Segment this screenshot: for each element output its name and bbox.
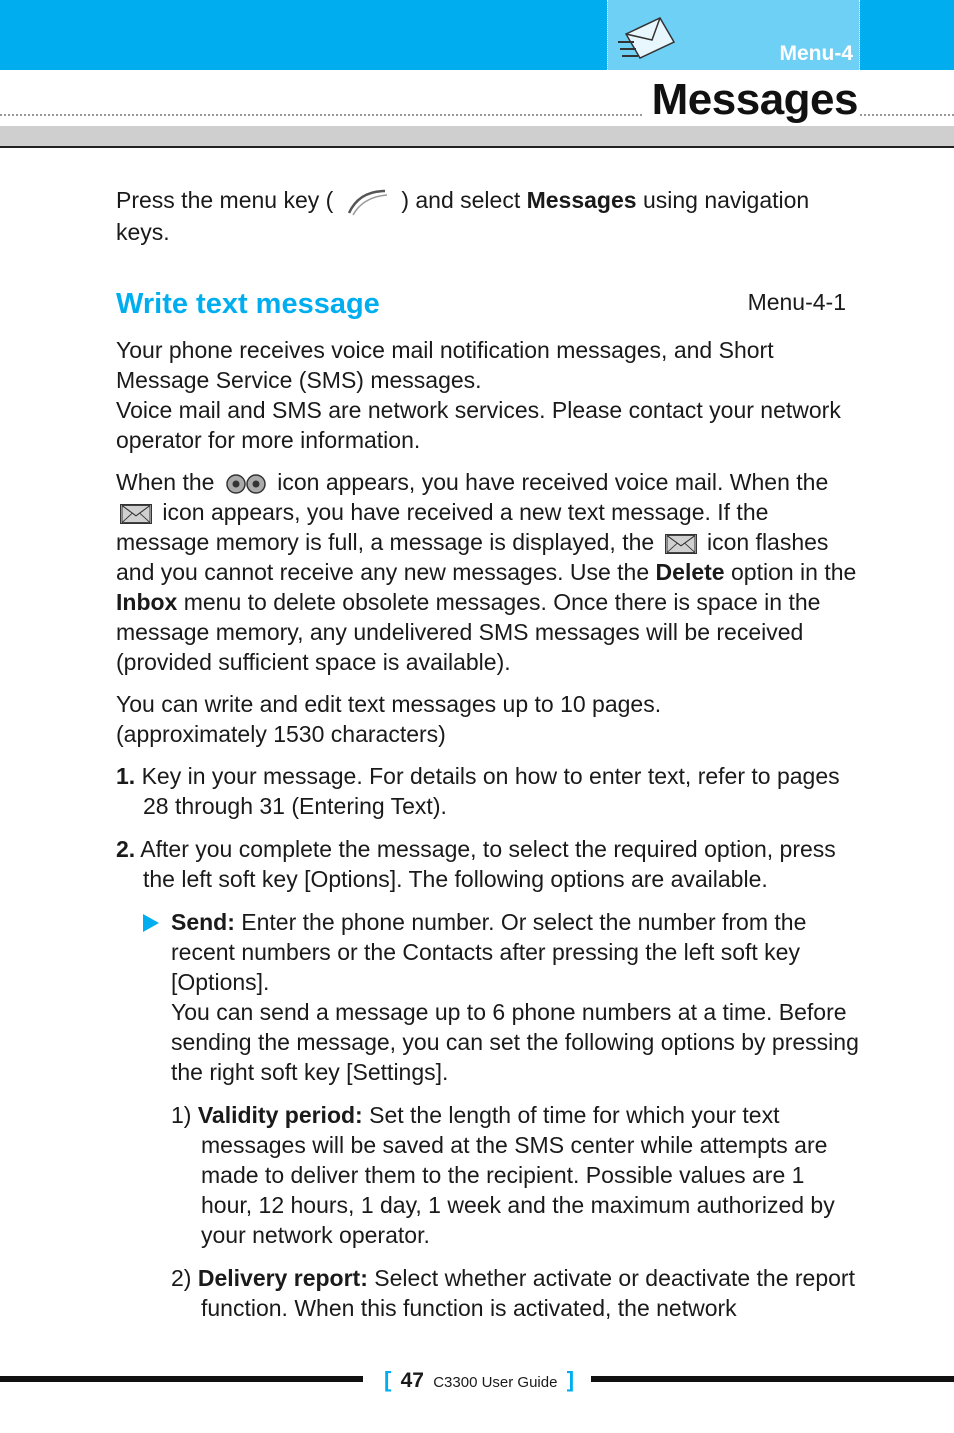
menu-key-icon	[345, 187, 389, 217]
menu-tab	[607, 0, 860, 70]
step-1: 1. Key in your message. For details on how to enter text, refer to pages 28 through 31 (Entering Text).	[116, 762, 840, 819]
bullet-arrow-icon	[143, 914, 159, 932]
voicemail-icon	[225, 473, 267, 495]
section-title: Write text message	[116, 287, 380, 320]
page-footer	[0, 1366, 954, 1396]
intro-paragraph: Press the menu key ( ) and select Messages using navigation keys.	[116, 187, 810, 245]
sub-item-validity: 1) Validity period: Set the length of time for which your text messages will be saved at the SMS center while attempts are made to deliver them to the recipient. Possible values are 1 hour, 12 hours, 1 day, 1 week and the maximum authorized by your network operator.	[171, 1101, 835, 1248]
header-band	[0, 126, 954, 148]
bullet-send: Send: Enter the phone number. Or select the number from the recent numbers or the Contacts after pressing the left soft key [Options]. You can send a message up to 6 phone numbers at a time. Before sending the message, you can set the following options by pressing the right soft key [Settings].	[116, 907, 861, 1087]
footer-label: [ 47 C3300 User Guide ]	[383, 1367, 575, 1392]
paragraph-icons: When the icon appears, you have received voice mail. When the icon appears, you have received a new text message. If the message memory is full, a message is displayed, the icon flashes and you cannot receive any new messages. Use the Delete option in the Inbox menu to delete obsolete messages. Once there is space in the message memory, any undelivered SMS messages will be received (provided sufficient space is available).	[116, 468, 857, 675]
page-number: 47	[400, 1369, 424, 1392]
guide-title: C3300 User Guide	[433, 1374, 558, 1391]
paragraph-limits: You can write and edit text messages up to 10 pages. (approximately 1530 characters)	[116, 690, 662, 747]
message-icon	[120, 504, 152, 524]
message-icon	[665, 534, 697, 554]
section-header	[116, 281, 861, 321]
step-2: 2. After you complete the message, to select the required option, press the left soft key [Options]. The following options are available.	[116, 835, 836, 892]
page-content	[116, 185, 861, 1336]
envelope-icon	[616, 12, 680, 64]
footer-rule-right	[591, 1376, 954, 1382]
sub-item-delivery: 2) Delivery report: Select whether activate or deactivate the report function. When this function is activated, the network	[171, 1264, 855, 1321]
page-title: Messages	[644, 72, 858, 128]
menu-label: Menu-4	[779, 42, 853, 65]
section-menu-code: Menu-4-1	[747, 288, 846, 315]
paragraph-sms: Your phone receives voice mail notification messages, and Short Message Service (SMS) messages. Voice mail and SMS are network services. Please contact your network operator for more information.	[116, 336, 841, 453]
footer-rule-left	[0, 1376, 363, 1382]
